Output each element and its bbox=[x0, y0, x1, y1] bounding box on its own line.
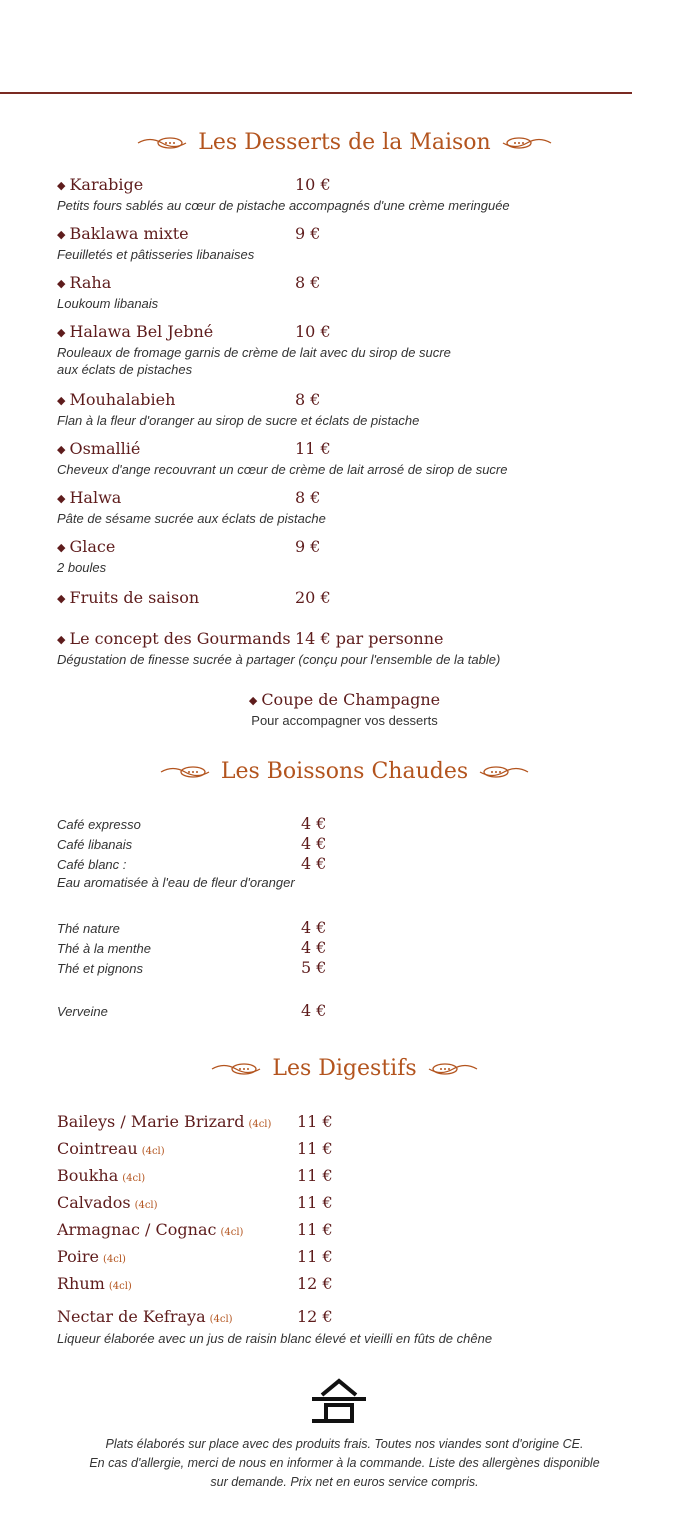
dessert-price: 9 € bbox=[295, 224, 321, 243]
hot-drink-price: 4 € bbox=[301, 918, 327, 937]
champagne-name: ◆ Coupe de Champagne bbox=[248, 690, 441, 709]
digestif-price: 11 € bbox=[297, 1220, 333, 1239]
dessert-name: ◆ Osmallié bbox=[57, 439, 141, 458]
digestif-name: Armagnac / Cognac (4cl) bbox=[57, 1220, 244, 1239]
concept-description: Dégustation de finesse sucrée à partager (conçu pour l'ensemble de la table) bbox=[57, 652, 501, 667]
digestif-price: 11 € bbox=[297, 1193, 333, 1212]
dessert-description: Loukoum libanais bbox=[57, 296, 159, 311]
digestif-price: 11 € bbox=[297, 1112, 333, 1131]
dessert-description: Petits fours sablés au cœur de pistache accompagnés d'une crème meringuée bbox=[57, 198, 510, 213]
digestifs-title-text: Les Digestifs bbox=[272, 1056, 417, 1081]
digestif-item bbox=[57, 1307, 657, 1347]
concept-price: 14 € par personne bbox=[295, 629, 444, 648]
digestif-description: Liqueur élaborée avec un jus de raisin blanc élevé et vieilli en fûts de chêne bbox=[57, 1331, 493, 1346]
digestif-name: Rhum (4cl) bbox=[57, 1274, 132, 1293]
dessert-name: ◆ Karabige bbox=[57, 175, 144, 194]
dessert-item bbox=[57, 390, 657, 429]
hot-drink-row bbox=[57, 814, 457, 834]
right-ornament-icon bbox=[478, 763, 530, 781]
digestif-item bbox=[57, 1274, 657, 1297]
digestif-price: 11 € bbox=[297, 1166, 333, 1185]
hot-drink-label: Eau aromatisée à l'eau de fleur d'oranger bbox=[57, 875, 295, 890]
champagne-description: Pour accompagner vos desserts bbox=[251, 713, 438, 728]
digestif-price: 12 € bbox=[297, 1307, 333, 1326]
concept-item bbox=[57, 629, 657, 668]
hot-drink-label: Thé nature bbox=[57, 921, 120, 936]
footer-line: En cas d'allergie, merci de nous en informer à la commande. Liste des allergènes disponible bbox=[89, 1456, 600, 1470]
dessert-price: 10 € bbox=[295, 175, 331, 194]
hot-drink-price: 4 € bbox=[301, 834, 327, 853]
dessert-name: ◆ Halawa Bel Jebné bbox=[57, 322, 214, 341]
digestif-price: 11 € bbox=[297, 1247, 333, 1266]
dessert-description: 2 boules bbox=[57, 560, 107, 575]
hot-drink-label: Verveine bbox=[57, 1004, 108, 1019]
dessert-name: ◆ Raha bbox=[57, 273, 112, 292]
champagne-item bbox=[0, 690, 689, 729]
left-ornament-icon bbox=[210, 1060, 262, 1078]
dessert-name: ◆ Halwa bbox=[57, 488, 122, 507]
digestif-item bbox=[57, 1112, 657, 1135]
right-ornament-icon bbox=[501, 134, 553, 152]
left-ornament-icon bbox=[136, 134, 188, 152]
hot-drink-price: 4 € bbox=[301, 854, 327, 873]
digestif-price: 11 € bbox=[297, 1139, 333, 1158]
dessert-description: Flan à la fleur d'oranger au sirop de sucre et éclats de pistache bbox=[57, 413, 420, 428]
dessert-price: 11 € bbox=[295, 439, 331, 458]
dessert-price: 20 € bbox=[295, 588, 331, 607]
hot-drink-label: Thé à la menthe bbox=[57, 941, 151, 956]
hot-drinks-title-text: Les Boissons Chaudes bbox=[220, 759, 469, 784]
dessert-item bbox=[57, 488, 657, 527]
dessert-description-line2: aux éclats de pistaches bbox=[57, 362, 193, 377]
hot-drink-row bbox=[57, 938, 457, 958]
hot-drink-row bbox=[57, 958, 457, 978]
desserts-title bbox=[0, 130, 689, 155]
digestif-name: Baileys / Marie Brizard (4cl) bbox=[57, 1112, 272, 1131]
hot-drink-row bbox=[57, 874, 557, 892]
hot-drink-price: 4 € bbox=[301, 814, 327, 833]
dessert-item bbox=[57, 439, 657, 478]
dessert-item bbox=[57, 273, 657, 312]
dessert-item bbox=[57, 588, 657, 610]
hot-drink-row bbox=[57, 854, 457, 874]
hot-drink-row bbox=[57, 1001, 457, 1021]
right-ornament-icon bbox=[427, 1060, 479, 1078]
hot-drink-label: Café blanc : bbox=[57, 857, 127, 872]
hot-drink-label: Thé et pignons bbox=[57, 961, 144, 976]
dessert-price: 10 € bbox=[295, 322, 331, 341]
hot-drink-price: 4 € bbox=[301, 938, 327, 957]
dessert-price: 8 € bbox=[295, 488, 321, 507]
dessert-description: Feuilletés et pâtisseries libanaises bbox=[57, 247, 255, 262]
dessert-name: ◆ Fruits de saison bbox=[57, 588, 200, 607]
dessert-price: 8 € bbox=[295, 273, 321, 292]
digestif-name: Poire (4cl) bbox=[57, 1247, 126, 1266]
hot-drink-label: Café expresso bbox=[57, 817, 141, 832]
digestifs-title bbox=[0, 1056, 689, 1081]
hot-drinks-title bbox=[0, 759, 689, 784]
hot-drink-row bbox=[57, 834, 457, 854]
dessert-description: Pâte de sésame sucrée aux éclats de pistache bbox=[57, 511, 326, 526]
footer-line: Plats élaborés sur place avec des produits frais. Toutes nos viandes sont d'origine CE. bbox=[105, 1437, 584, 1451]
digestif-name: Calvados (4cl) bbox=[57, 1193, 158, 1212]
hot-drink-row bbox=[57, 918, 457, 938]
digestif-item bbox=[57, 1166, 657, 1189]
footer-line: sur demande. Prix net en euros service compris. bbox=[210, 1475, 479, 1489]
dessert-price: 9 € bbox=[295, 537, 321, 556]
dessert-price: 8 € bbox=[295, 390, 321, 409]
digestif-price: 12 € bbox=[297, 1274, 333, 1293]
digestif-item bbox=[57, 1139, 657, 1162]
dessert-name: ◆ Mouhalabieh bbox=[57, 390, 176, 409]
homemade-logo-icon bbox=[310, 1375, 368, 1423]
dessert-item bbox=[57, 175, 657, 214]
hot-drink-price: 5 € bbox=[301, 958, 327, 977]
top-divider bbox=[0, 92, 632, 94]
hot-drink-label: Café libanais bbox=[57, 837, 133, 852]
dessert-item bbox=[57, 224, 657, 263]
dessert-description: Rouleaux de fromage garnis de crème de lait avec du sirop de sucre bbox=[57, 345, 451, 360]
dessert-name: ◆ Baklawa mixte bbox=[57, 224, 189, 243]
digestif-name: Boukha (4cl) bbox=[57, 1166, 146, 1185]
dessert-item bbox=[57, 322, 657, 378]
digestif-name: Cointreau (4cl) bbox=[57, 1139, 165, 1158]
footer-note bbox=[0, 1435, 689, 1492]
left-ornament-icon bbox=[159, 763, 211, 781]
hot-drink-price: 4 € bbox=[301, 1001, 327, 1020]
desserts-title-text: Les Desserts de la Maison bbox=[198, 130, 491, 155]
dessert-name: ◆ Glace bbox=[57, 537, 116, 556]
digestif-item bbox=[57, 1220, 657, 1243]
digestif-name: Nectar de Kefraya (4cl) bbox=[57, 1307, 233, 1326]
dessert-item bbox=[57, 537, 657, 576]
concept-name: ◆ Le concept des Gourmands bbox=[57, 629, 291, 648]
dessert-description: Cheveux d'ange recouvrant un cœur de crème de lait arrosé de sirop de sucre bbox=[57, 462, 508, 477]
digestif-item bbox=[57, 1193, 657, 1216]
digestif-item bbox=[57, 1247, 657, 1270]
